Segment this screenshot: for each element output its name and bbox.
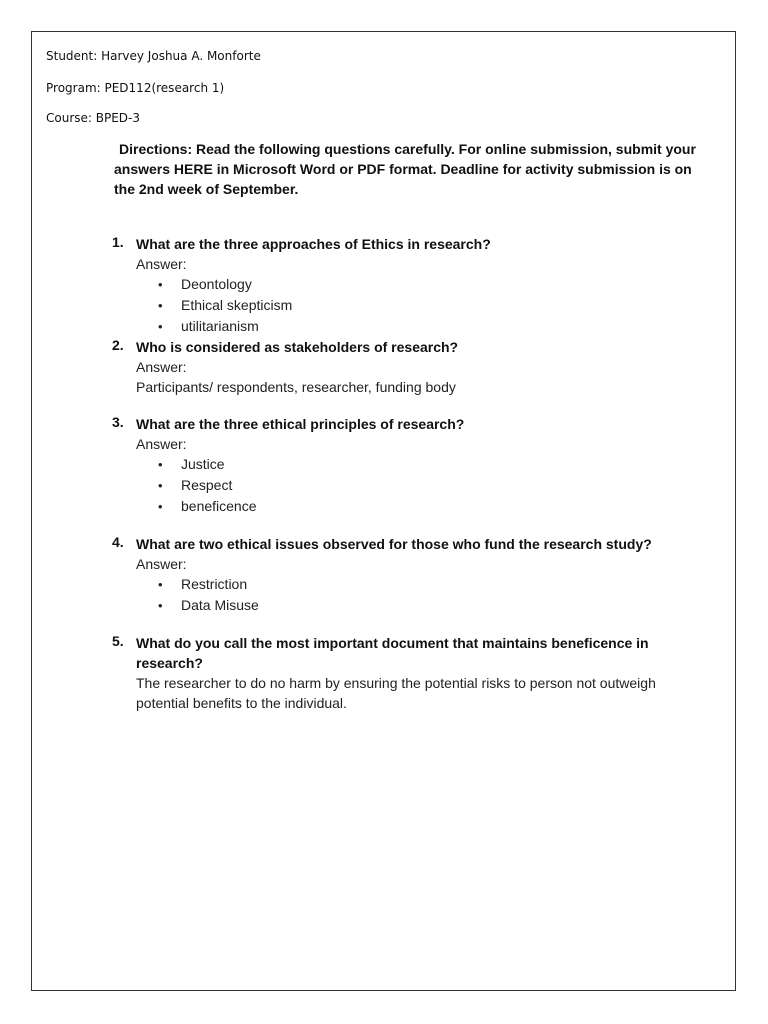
bullet-item: • Restriction <box>156 574 712 595</box>
bullet-item: • Respect <box>156 475 712 496</box>
question-text: What do you call the most important document that maintains beneficence in research? <box>136 635 649 671</box>
directions-text: Directions: Read the following questions carefully. For online submission, submit your answers HERE in Microsoft Word or PDF format. Deadline for activity submission is on the 2nd week of September. <box>114 141 696 197</box>
document-page <box>31 31 736 991</box>
bullet-item: • beneficence <box>156 496 712 517</box>
question-text: Who is considered as stakeholders of research? <box>136 339 459 355</box>
question-number: 5. <box>112 633 124 649</box>
student-name: Student: Harvey Joshua A. Monforte <box>46 49 261 63</box>
answer-bullets <box>136 574 712 616</box>
bullet-item: • Deontology <box>156 274 712 295</box>
question-number: 3. <box>112 414 124 430</box>
answer-label: Answer: <box>136 256 187 272</box>
question-item-3 <box>112 414 712 517</box>
question-item-5 <box>112 633 712 713</box>
question-text: What are the three ethical principles of research? <box>136 416 465 432</box>
question-number: 1. <box>112 234 124 250</box>
answer-label: Answer: <box>136 436 187 452</box>
program-line: Program: PED112(research 1) <box>46 81 225 95</box>
bullet-item: • utilitarianism <box>156 316 712 337</box>
answer-label: Answer: <box>136 556 187 572</box>
question-text: What are the three approaches of Ethics in research? <box>136 236 491 252</box>
answer-bullets <box>136 274 712 337</box>
course-line: Course: BPED-3 <box>46 111 141 125</box>
answer-text: The researcher to do no harm by ensuring the potential risks to person not outweigh potential benefits to the individual. <box>136 675 656 711</box>
answer-label: Answer: <box>136 359 187 375</box>
question-item-1 <box>112 234 712 337</box>
question-item-4 <box>112 534 712 616</box>
bullet-item: • Data Misuse <box>156 595 712 616</box>
question-item-2 <box>112 337 712 397</box>
bullet-item: • Justice <box>156 454 712 475</box>
answer-bullets <box>136 454 712 517</box>
answer-text: Participants/ respondents, researcher, funding body <box>136 379 456 395</box>
question-number: 4. <box>112 534 124 550</box>
question-text: What are two ethical issues observed for those who fund the research study? <box>136 536 652 552</box>
question-number: 2. <box>112 337 124 353</box>
question-list <box>112 234 712 713</box>
bullet-item: • Ethical skepticism <box>156 295 712 316</box>
